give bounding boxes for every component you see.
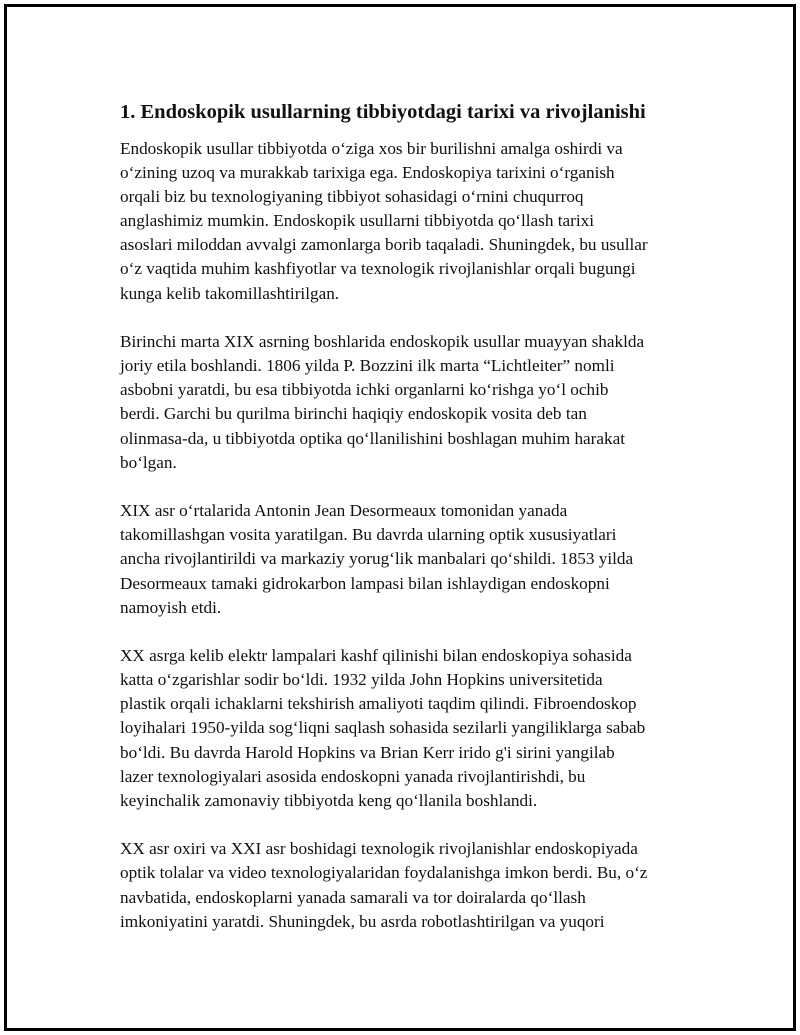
paragraph-1 (120, 137, 710, 306)
paragraph-2 (120, 330, 710, 475)
text-line: joriy etila boshlandi. 1806 yilda P. Bozzini ilk marta “Lichtleiter” nomli (120, 356, 615, 376)
paragraph-3 (120, 499, 710, 619)
text-line: XX asr oxiri va XXI asr boshidagi texnologik rivojlanishlar endoskopiyada (120, 839, 638, 859)
page-frame (4, 4, 796, 1031)
text-line: lazer texnologiyalari asosida endoskopni yanada rivojlantirishdi, bu (120, 766, 586, 786)
text-line: o‘zining uzoq va murakkab tarixiga ega. Endoskopiya tarixini o‘rganish (120, 163, 615, 183)
text-line: anglashimiz mumkin. Endoskopik usullarni tibbiyotda qo‘llash tarixi (120, 211, 595, 231)
paragraphs-container (120, 137, 710, 934)
text-line: o‘z vaqtida muhim kashfiyotlar va texnologik rivojlanishlar orqali bugungi (120, 259, 636, 279)
text-line: loyihalari 1950-yilda sog‘liqni saqlash sohasida sezilarli yangiliklarga sabab (120, 718, 646, 738)
text-line: namoyish etdi. (120, 597, 222, 617)
text-line: takomillashgan vosita yaratilgan. Bu davrda ularning optik xususiyatlari (120, 525, 617, 545)
text-line: Desormeaux tamaki gidrokarbon lampasi bilan ishlaydigan endoskopni (120, 573, 610, 593)
text-line: bo‘ldi. Bu davrda Harold Hopkins va Brian Kerr irido g'i sirini yangilab (120, 742, 615, 762)
text-line: berdi. Garchi bu qurilma birinchi haqiqiy endoskopik vosita deb tan (120, 404, 587, 424)
text-line: XX asrga kelib elektr lampalari kashf qilinishi bilan endoskopiya sohasida (120, 646, 632, 666)
text-line: ancha rivojlantirildi va markaziy yorug‘lik manbalari qo‘shildi. 1853 yilda (120, 549, 634, 569)
text-line: kunga kelib takomillashtirilgan. (120, 283, 340, 303)
text-line: Endoskopik usullar tibbiyotda o‘ziga xos bir burilishni amalga oshirdi va (120, 139, 623, 158)
paragraph-5 (120, 837, 710, 933)
text-line: optik tolalar va video texnologiyalaridan foydalanishga imkon berdi. Bu, o‘z (120, 863, 648, 883)
section-heading: 1. Endoskopik usullarning tibbiyotdagi tarixi va rivojlanishi (120, 101, 646, 123)
text-line: imkoniyatini yaratdi. Shuningdek, bu asrda robotlashtirilgan va yuqori (120, 911, 605, 931)
text-line: asoslari miloddan avvalgi zamonlarga borib taqaladi. Shuningdek, bu usullar (120, 235, 648, 255)
text-line: asbobni yaratdi, bu esa tibbiyotda ichki organlarni ko‘rishga yo‘l ochib (120, 380, 609, 400)
text-line: navbatida, endoskoplarni yanada samarali va tor doiralarda qo‘llash (120, 887, 586, 907)
text-line: katta o‘zgarishlar sodir bo‘ldi. 1932 yilda John Hopkins universitetida (120, 670, 603, 690)
text-line: bo‘lgan. (120, 452, 177, 472)
text-line: plastik orqali ichaklarni tekshirish amaliyoti taqdim qilindi. Fibroendoskop (120, 694, 637, 714)
text-line: XIX asr o‘rtalarida Antonin Jean Desormeaux tomonidan yanada (120, 501, 568, 521)
document-body (120, 97, 710, 958)
text-line: keyinchalik zamonaviy tibbiyotda keng qo‘llanila boshlandi. (120, 790, 538, 810)
text-line: orqali biz bu texnologiyaning tibbiyot sohasidagi o‘rnini chuqurroq (120, 187, 584, 207)
text-line: Birinchi marta XIX asrning boshlarida endoskopik usullar muayyan shaklda (120, 332, 645, 352)
paragraph-4 (120, 644, 710, 813)
text-line: olinmasa-da, u tibbiyotda optika qo‘llanilishini boshlagan muhim harakat (120, 428, 626, 448)
